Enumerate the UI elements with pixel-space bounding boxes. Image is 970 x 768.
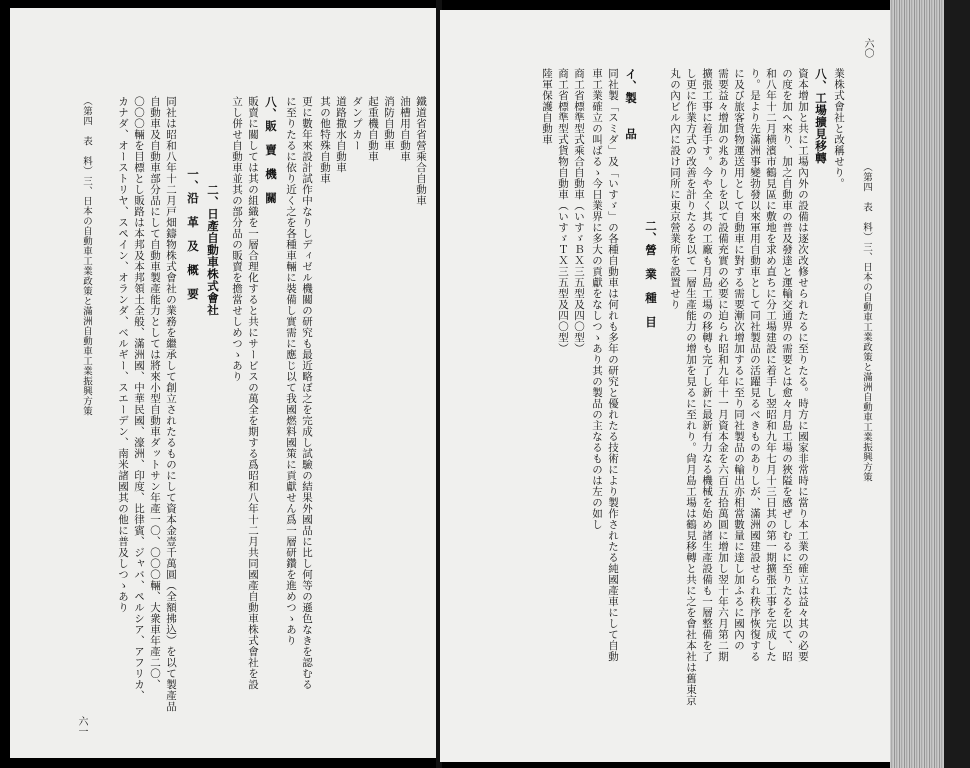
left-col-6: 道路撒水自動車	[335, 96, 347, 173]
left-col-8: 更に數年來設計試作中なりしディゼル機關の研究も最近略ぼ之を完成し試驗の結果外國品に比し何等の遜色なきを認むる	[301, 96, 313, 690]
right-col-5: 和八年十二月横濱市鶴見區に敷地を求め直ちに分工場建設に着手し翌昭和九年七月十三日其の第一期擴張工事を完成した	[765, 68, 777, 662]
left-col-1: 鐵道省省營乘合自動車	[415, 96, 427, 206]
left-col-16: 自動車及自動車部分品にして自動車製產能力としては將來小型自動車ダットサン年產一〇、〇〇〇輛、大衆車年產二〇、	[149, 96, 161, 690]
right-col-11: 丸の內ビル內に設け同所に東京營業所を設置せり	[669, 68, 681, 310]
left-col-9: に至りたるに依り近く之を各種車輛に裝備し實需に應じ以て我國燃料國策に貢獻せん爲一層研鑽を進めつゝあり	[285, 96, 297, 646]
left-col-4: 起重機自動車	[367, 96, 379, 162]
left-page	[10, 8, 438, 758]
right-page	[440, 10, 890, 762]
right-col-3: 資本增加と共に工場內外の設備は逐次改修せられたるに至りたる。時方に國家非常時に當り本工業の確立は益々其の必要	[797, 68, 809, 662]
right-section-relocation: 八、工場擴見移轉	[814, 68, 828, 164]
left-col-2: 油槽用自動車	[399, 96, 411, 162]
right-page-header: （第四 表 料）三、日本の自動車工業政策と滿洲自動車工業振興方策	[861, 162, 872, 482]
right-col-14: 同社製「スミダ」及「いすゞ」の各種自動車は何れも多年の研究と優れたる技術により製作されたる純國產車にして自動	[607, 68, 619, 662]
left-col-11: 販賣に關しては其の組織を一層合理化すると共にサービスの萬全を期する爲昭和八年十二月共同國產自動車株式會社を設	[247, 96, 259, 690]
right-col-16: 商工省標準型式乘合自動車（いすゞＢＸ三五型及四〇型）	[573, 68, 585, 354]
left-col-3: 消防自動車	[383, 96, 395, 151]
left-col-7: 其の他特殊自動車	[319, 96, 331, 184]
left-col-12: 立し併せ自動車並其の部分品の販賣を擔當せしめつゝあり	[231, 96, 243, 382]
right-page-number: 六〇	[862, 38, 873, 58]
left-col-18: カナダ、オーストリヤ、スペイン、オランダ、ベルギー、スエーデン、南米諸國其の他に普及しつゝあり	[117, 96, 129, 613]
page-edges	[890, 0, 970, 768]
left-col-15: 同社は昭和八年十二月戸畑鑄物株式會社の業務を繼承して創立されたるものにして資本金壹千萬圓（全額拂込）を以て製產品	[165, 96, 177, 712]
right-col-18: 陸軍保護自動車	[541, 68, 553, 145]
right-section-products: イ、製 品	[624, 68, 638, 140]
right-col-1: 業株式會社と改稱せり。	[833, 68, 845, 189]
right-col-7: に及び旅客貨物運送用として自動車に對する需要漸次增加するに至り同社製品の輸出亦相當數量に達し加ふるに國內の	[733, 68, 745, 651]
right-col-10: し更に作業方式の改善を計りたるを以て一層生產能力の增加を見るに至れり。尙月島工場は鶴見移轉と共に之を會社本社は舊東京	[685, 68, 697, 706]
right-col-17: 商工省標準型式貨物自動車（いすゞＴＸ三五型及四〇型）	[557, 68, 569, 354]
left-section-history: 一、沿 革 及 概 要	[186, 168, 200, 300]
right-col-4: の度を加へ來り、加之自動車の普及發達と運輸交通界の需要とは愈々月島工場の狹隘を感ぜしむるに至りたるを以て、昭	[781, 68, 793, 662]
left-section-nissan: 二、日產自動車株式會社	[206, 184, 220, 316]
right-col-6: り。是より先滿洲事變勃發以來軍用自動車として同社製品の活躍見るべきものありしが、滿洲國建設せられ秩序恢復する	[749, 68, 761, 662]
edge-shadow	[944, 0, 970, 768]
left-col-17: 〇〇〇輛を目標とし販路は本邦及本邦領土全般、滿洲國、中華民國、濠洲、印度、比律賓、ジャバ、ペルシア、アフリカ、	[133, 96, 145, 701]
left-page-number: 六一	[76, 716, 87, 736]
left-col-5: ダンプカー	[351, 96, 363, 151]
right-section-business: 二、營 業 種 目	[644, 220, 658, 328]
right-col-8: 需要益々增加の兆ありしを以て設備充實の必要に迫られ昭和九年十一月資本金を六百五拾萬圓に增加し翌十年六月第二期	[717, 68, 729, 662]
left-section-sales: 八、販 賣 機 關	[264, 96, 278, 204]
left-page-header: （第四 表 料）三、日本の自動車工業政策と滿洲自動車工業振興方策	[81, 96, 92, 416]
right-col-9: 擴張工事に着手す。今や全く其の工廠も月島工場の移轉も完了し新に最新有力なる機械を始め諸生產設備も一層整備を了	[701, 68, 713, 662]
right-col-15: 車工業確立の叫ばるゝ今日業界に多大の貢獻をなしつゝあり其の製品の主なるものは左の如し	[591, 68, 603, 530]
